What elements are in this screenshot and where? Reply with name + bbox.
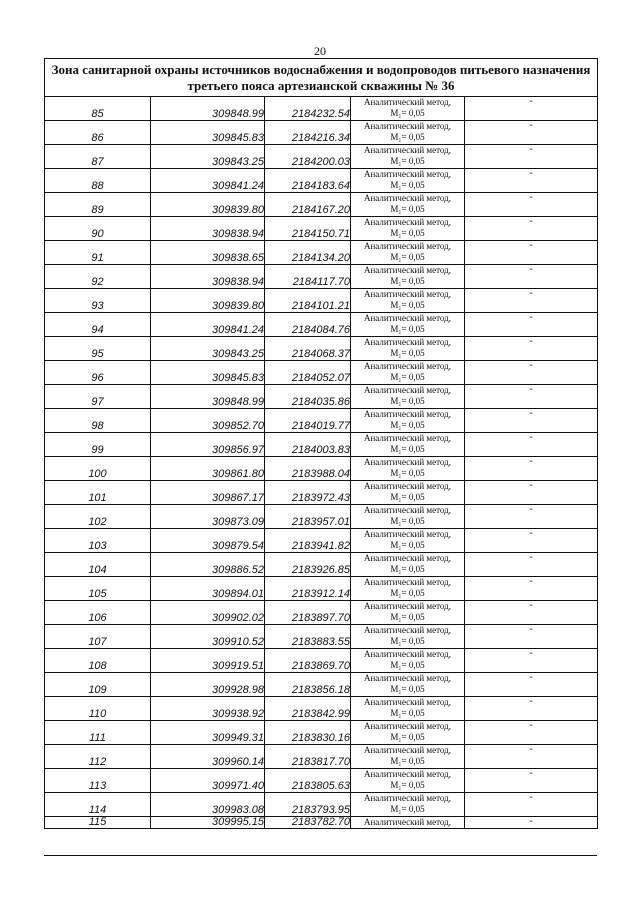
table-row bbox=[45, 721, 598, 745]
x-coordinate-cell: 309838.94 bbox=[151, 217, 265, 241]
method-cell bbox=[351, 817, 465, 829]
method-label: Аналитический метод, bbox=[363, 721, 452, 731]
y-coordinate-cell: 2184183.64 bbox=[265, 169, 351, 193]
table-body bbox=[45, 59, 598, 829]
x-coordinate-cell: 309910.52 bbox=[151, 625, 265, 649]
note-cell: - bbox=[465, 793, 598, 817]
point-number-cell: 101 bbox=[45, 481, 151, 505]
x-coordinate-cell: 309983.08 bbox=[151, 793, 265, 817]
point-number-cell: 90 bbox=[45, 217, 151, 241]
method-cell bbox=[351, 673, 465, 697]
method-label: Аналитический метод, bbox=[363, 97, 452, 107]
method-cell bbox=[351, 553, 465, 577]
point-number-cell: 111 bbox=[45, 721, 151, 745]
note-cell: - bbox=[465, 361, 598, 385]
table-row bbox=[45, 817, 598, 829]
method-cell bbox=[351, 529, 465, 553]
y-coordinate-cell: 2183941.82 bbox=[265, 529, 351, 553]
x-coordinate-cell: 309879.54 bbox=[151, 529, 265, 553]
table-row bbox=[45, 481, 598, 505]
y-coordinate-cell: 2183957.01 bbox=[265, 505, 351, 529]
method-label: Аналитический метод, bbox=[363, 289, 452, 299]
y-coordinate-cell: 2184101.21 bbox=[265, 289, 351, 313]
method-accuracy: M₁= 0,05 bbox=[390, 396, 425, 406]
method-label: Аналитический метод, bbox=[363, 793, 452, 803]
x-coordinate-cell: 309894.01 bbox=[151, 577, 265, 601]
point-number-cell: 106 bbox=[45, 601, 151, 625]
point-number-cell: 98 bbox=[45, 409, 151, 433]
method-cell bbox=[351, 313, 465, 337]
method-cell bbox=[351, 505, 465, 529]
method-label: Аналитический метод, bbox=[363, 529, 452, 539]
point-number-cell: 102 bbox=[45, 505, 151, 529]
table-row bbox=[45, 601, 598, 625]
table-row bbox=[45, 409, 598, 433]
coordinates-table bbox=[44, 58, 598, 829]
method-accuracy: M₁= 0,05 bbox=[390, 228, 425, 238]
point-number-cell: 95 bbox=[45, 337, 151, 361]
method-label: Аналитический метод, bbox=[363, 169, 452, 179]
method-label: Аналитический метод, bbox=[363, 481, 452, 491]
table-row bbox=[45, 553, 598, 577]
x-coordinate-cell: 309938.92 bbox=[151, 697, 265, 721]
table-row bbox=[45, 289, 598, 313]
point-number-cell: 92 bbox=[45, 265, 151, 289]
point-number-cell: 99 bbox=[45, 433, 151, 457]
y-coordinate-cell: 2183782.70 bbox=[265, 817, 351, 829]
note-cell: - bbox=[465, 457, 598, 481]
method-cell bbox=[351, 145, 465, 169]
method-accuracy: M₁= 0,05 bbox=[390, 156, 425, 166]
method-accuracy: M₁= 0,05 bbox=[390, 468, 425, 478]
point-number-cell: 85 bbox=[45, 97, 151, 121]
method-label: Аналитический метод, bbox=[363, 241, 452, 251]
note-cell: - bbox=[465, 673, 598, 697]
method-cell bbox=[351, 409, 465, 433]
method-cell bbox=[351, 361, 465, 385]
method-cell bbox=[351, 169, 465, 193]
point-number-cell: 115 bbox=[45, 817, 151, 829]
table-title bbox=[45, 59, 598, 97]
y-coordinate-cell: 2183897.70 bbox=[265, 601, 351, 625]
method-label: Аналитический метод, bbox=[363, 193, 452, 203]
point-number-cell: 107 bbox=[45, 625, 151, 649]
table-row bbox=[45, 337, 598, 361]
x-coordinate-cell: 309995.15 bbox=[151, 817, 265, 829]
method-cell bbox=[351, 601, 465, 625]
note-cell: - bbox=[465, 697, 598, 721]
table-row bbox=[45, 169, 598, 193]
table-row bbox=[45, 145, 598, 169]
x-coordinate-cell: 309839.80 bbox=[151, 289, 265, 313]
table-row bbox=[45, 121, 598, 145]
y-coordinate-cell: 2183988.04 bbox=[265, 457, 351, 481]
method-label: Аналитический метод, bbox=[363, 145, 452, 155]
x-coordinate-cell: 309861.80 bbox=[151, 457, 265, 481]
method-accuracy: M₁= 0,05 bbox=[390, 708, 425, 718]
point-number-cell: 110 bbox=[45, 697, 151, 721]
note-cell: - bbox=[465, 601, 598, 625]
method-label: Аналитический метод, bbox=[363, 337, 452, 347]
table-row bbox=[45, 217, 598, 241]
table-row bbox=[45, 265, 598, 289]
method-accuracy: M₁= 0,05 bbox=[390, 612, 425, 622]
method-accuracy: M₁= 0,05 bbox=[390, 660, 425, 670]
note-cell: - bbox=[465, 481, 598, 505]
method-cell bbox=[351, 241, 465, 265]
method-label: Аналитический метод, bbox=[363, 505, 452, 515]
point-number-cell: 91 bbox=[45, 241, 151, 265]
method-cell bbox=[351, 481, 465, 505]
method-cell bbox=[351, 625, 465, 649]
x-coordinate-cell: 309873.09 bbox=[151, 505, 265, 529]
note-cell: - bbox=[465, 145, 598, 169]
y-coordinate-cell: 2183856.18 bbox=[265, 673, 351, 697]
x-coordinate-cell: 309949.31 bbox=[151, 721, 265, 745]
method-accuracy: M₁= 0,05 bbox=[390, 780, 425, 790]
method-accuracy: M₁= 0,05 bbox=[390, 684, 425, 694]
table-bottom-border bbox=[44, 855, 597, 856]
table-row bbox=[45, 457, 598, 481]
method-accuracy: M₁= 0,05 bbox=[390, 204, 425, 214]
point-number-cell: 93 bbox=[45, 289, 151, 313]
note-cell: - bbox=[465, 169, 598, 193]
note-cell: - bbox=[465, 265, 598, 289]
x-coordinate-cell: 309919.51 bbox=[151, 649, 265, 673]
method-cell bbox=[351, 433, 465, 457]
table-row bbox=[45, 649, 598, 673]
point-number-cell: 113 bbox=[45, 769, 151, 793]
note-cell: - bbox=[465, 721, 598, 745]
method-accuracy: M₁= 0,05 bbox=[390, 636, 425, 646]
x-coordinate-cell: 309841.24 bbox=[151, 169, 265, 193]
point-number-cell: 96 bbox=[45, 361, 151, 385]
method-accuracy: M₁= 0,05 bbox=[390, 132, 425, 142]
method-label: Аналитический метод, bbox=[363, 385, 452, 395]
table-row bbox=[45, 529, 598, 553]
x-coordinate-cell: 309971.40 bbox=[151, 769, 265, 793]
method-label: Аналитический метод, bbox=[363, 649, 452, 659]
table-row bbox=[45, 697, 598, 721]
table-row bbox=[45, 433, 598, 457]
point-number-cell: 104 bbox=[45, 553, 151, 577]
method-accuracy: M₁= 0,05 bbox=[390, 372, 425, 382]
note-cell: - bbox=[465, 433, 598, 457]
note-cell: - bbox=[465, 769, 598, 793]
method-cell bbox=[351, 97, 465, 121]
y-coordinate-cell: 2184068.37 bbox=[265, 337, 351, 361]
point-number-cell: 105 bbox=[45, 577, 151, 601]
y-coordinate-cell: 2184232.54 bbox=[265, 97, 351, 121]
method-label: Аналитический метод, bbox=[363, 577, 452, 587]
method-label: Аналитический метод, bbox=[363, 361, 452, 371]
y-coordinate-cell: 2184052.07 bbox=[265, 361, 351, 385]
method-cell bbox=[351, 337, 465, 361]
y-coordinate-cell: 2184117.70 bbox=[265, 265, 351, 289]
note-cell: - bbox=[465, 505, 598, 529]
table-row bbox=[45, 385, 598, 409]
method-accuracy: M₁= 0,05 bbox=[390, 492, 425, 502]
point-number-cell: 86 bbox=[45, 121, 151, 145]
table-row bbox=[45, 193, 598, 217]
table-row bbox=[45, 577, 598, 601]
method-cell bbox=[351, 649, 465, 673]
y-coordinate-cell: 2183817.70 bbox=[265, 745, 351, 769]
method-accuracy: M₁= 0,05 bbox=[390, 732, 425, 742]
note-cell: - bbox=[465, 817, 598, 829]
point-number-cell: 109 bbox=[45, 673, 151, 697]
note-cell: - bbox=[465, 625, 598, 649]
x-coordinate-cell: 309845.83 bbox=[151, 361, 265, 385]
method-accuracy: M₁= 0,05 bbox=[390, 516, 425, 526]
y-coordinate-cell: 2183830.16 bbox=[265, 721, 351, 745]
y-coordinate-cell: 2184003.83 bbox=[265, 433, 351, 457]
y-coordinate-cell: 2183926.85 bbox=[265, 553, 351, 577]
table-row bbox=[45, 505, 598, 529]
y-coordinate-cell: 2184084.76 bbox=[265, 313, 351, 337]
page-number: 20 bbox=[314, 44, 326, 58]
note-cell: - bbox=[465, 313, 598, 337]
method-accuracy: M₁= 0,05 bbox=[390, 756, 425, 766]
y-coordinate-cell: 2183869.70 bbox=[265, 649, 351, 673]
note-cell: - bbox=[465, 289, 598, 313]
method-cell bbox=[351, 697, 465, 721]
y-coordinate-cell: 2184167.20 bbox=[265, 193, 351, 217]
x-coordinate-cell: 309848.99 bbox=[151, 385, 265, 409]
y-coordinate-cell: 2184134.20 bbox=[265, 241, 351, 265]
x-coordinate-cell: 309852.70 bbox=[151, 409, 265, 433]
y-coordinate-cell: 2183972.43 bbox=[265, 481, 351, 505]
table-row bbox=[45, 97, 598, 121]
note-cell: - bbox=[465, 745, 598, 769]
note-cell: - bbox=[465, 529, 598, 553]
y-coordinate-cell: 2183842.99 bbox=[265, 697, 351, 721]
method-label: Аналитический метод, bbox=[363, 265, 452, 275]
note-cell: - bbox=[465, 337, 598, 361]
method-cell bbox=[351, 745, 465, 769]
method-accuracy: M₁= 0,05 bbox=[390, 588, 425, 598]
note-cell: - bbox=[465, 97, 598, 121]
note-cell: - bbox=[465, 241, 598, 265]
x-coordinate-cell: 309902.02 bbox=[151, 601, 265, 625]
table-title-line-1: Зона санитарной охраны источников водоснабжения и водопроводов питьевого назначения bbox=[51, 61, 591, 77]
table-row bbox=[45, 769, 598, 793]
method-cell bbox=[351, 457, 465, 481]
note-cell: - bbox=[465, 193, 598, 217]
method-accuracy: M₁= 0,05 bbox=[390, 108, 425, 118]
method-label: Аналитический метод, bbox=[363, 697, 452, 707]
x-coordinate-cell: 309845.83 bbox=[151, 121, 265, 145]
method-label: Аналитический метод, bbox=[363, 457, 452, 467]
x-coordinate-cell: 309928.98 bbox=[151, 673, 265, 697]
table-title-row bbox=[45, 59, 598, 97]
y-coordinate-cell: 2184035.86 bbox=[265, 385, 351, 409]
method-cell bbox=[351, 793, 465, 817]
table-row bbox=[45, 745, 598, 769]
method-label: Аналитический метод, bbox=[363, 769, 452, 779]
note-cell: - bbox=[465, 121, 598, 145]
point-number-cell: 112 bbox=[45, 745, 151, 769]
point-number-cell: 114 bbox=[45, 793, 151, 817]
method-accuracy: M₁= 0,05 bbox=[390, 180, 425, 190]
note-cell: - bbox=[465, 217, 598, 241]
method-label: Аналитический метод, bbox=[363, 121, 452, 131]
method-label: Аналитический метод, bbox=[363, 553, 452, 563]
note-cell: - bbox=[465, 385, 598, 409]
y-coordinate-cell: 2183793.95 bbox=[265, 793, 351, 817]
method-accuracy: M₁= 0,05 bbox=[390, 276, 425, 286]
x-coordinate-cell: 309960.14 bbox=[151, 745, 265, 769]
method-accuracy: M₁= 0,05 bbox=[390, 324, 425, 334]
point-number-cell: 88 bbox=[45, 169, 151, 193]
method-cell bbox=[351, 265, 465, 289]
table-row bbox=[45, 241, 598, 265]
table-title-line-2: третьего пояса артезианской скважины № 36 bbox=[187, 77, 455, 93]
method-label: Аналитический метод, bbox=[363, 433, 452, 443]
table-row bbox=[45, 313, 598, 337]
y-coordinate-cell: 2183805.63 bbox=[265, 769, 351, 793]
method-label: Аналитический метод, bbox=[363, 409, 452, 419]
method-accuracy: M₁= 0,05 bbox=[390, 564, 425, 574]
point-number-cell: 89 bbox=[45, 193, 151, 217]
method-label: Аналитический метод, bbox=[363, 625, 452, 635]
x-coordinate-cell: 309843.25 bbox=[151, 145, 265, 169]
table-row bbox=[45, 625, 598, 649]
method-accuracy: M₁= 0,05 bbox=[390, 252, 425, 262]
table-row bbox=[45, 673, 598, 697]
method-accuracy: M₁= 0,05 bbox=[390, 804, 425, 814]
y-coordinate-cell: 2184019.77 bbox=[265, 409, 351, 433]
method-accuracy: M₁= 0,05 bbox=[390, 444, 425, 454]
x-coordinate-cell: 309867.17 bbox=[151, 481, 265, 505]
point-number-cell: 97 bbox=[45, 385, 151, 409]
method-label: Аналитический метод, bbox=[363, 313, 452, 323]
method-cell bbox=[351, 217, 465, 241]
method-label: Аналитический метод, bbox=[363, 601, 452, 611]
note-cell: - bbox=[465, 553, 598, 577]
x-coordinate-cell: 309838.94 bbox=[151, 265, 265, 289]
method-cell bbox=[351, 121, 465, 145]
x-coordinate-cell: 309839.80 bbox=[151, 193, 265, 217]
method-cell bbox=[351, 385, 465, 409]
method-label: Аналитический метод, bbox=[363, 217, 452, 227]
point-number-cell: 94 bbox=[45, 313, 151, 337]
method-label: Аналитический метод, bbox=[363, 745, 452, 755]
x-coordinate-cell: 309843.25 bbox=[151, 337, 265, 361]
point-number-cell: 87 bbox=[45, 145, 151, 169]
table-row bbox=[45, 793, 598, 817]
method-accuracy: M₁= 0,05 bbox=[390, 420, 425, 430]
method-label: Аналитический метод, bbox=[363, 673, 452, 683]
point-number-cell: 103 bbox=[45, 529, 151, 553]
method-cell bbox=[351, 577, 465, 601]
method-cell bbox=[351, 193, 465, 217]
note-cell: - bbox=[465, 409, 598, 433]
x-coordinate-cell: 309848.99 bbox=[151, 97, 265, 121]
method-cell bbox=[351, 289, 465, 313]
y-coordinate-cell: 2183912.14 bbox=[265, 577, 351, 601]
method-accuracy: M₁= 0,05 bbox=[390, 540, 425, 550]
table-row bbox=[45, 361, 598, 385]
method-cell bbox=[351, 769, 465, 793]
method-accuracy: M₁= 0,05 bbox=[390, 348, 425, 358]
x-coordinate-cell: 309838.65 bbox=[151, 241, 265, 265]
note-cell: - bbox=[465, 577, 598, 601]
x-coordinate-cell: 309841.24 bbox=[151, 313, 265, 337]
note-cell: - bbox=[465, 649, 598, 673]
point-number-cell: 100 bbox=[45, 457, 151, 481]
point-number-cell: 108 bbox=[45, 649, 151, 673]
y-coordinate-cell: 2184200.03 bbox=[265, 145, 351, 169]
method-accuracy: M₁= 0,05 bbox=[390, 300, 425, 310]
method-label: Аналитический метод, bbox=[363, 817, 452, 827]
x-coordinate-cell: 309886.52 bbox=[151, 553, 265, 577]
y-coordinate-cell: 2183883.55 bbox=[265, 625, 351, 649]
method-cell bbox=[351, 721, 465, 745]
x-coordinate-cell: 309856.97 bbox=[151, 433, 265, 457]
y-coordinate-cell: 2184150.71 bbox=[265, 217, 351, 241]
y-coordinate-cell: 2184216.34 bbox=[265, 121, 351, 145]
